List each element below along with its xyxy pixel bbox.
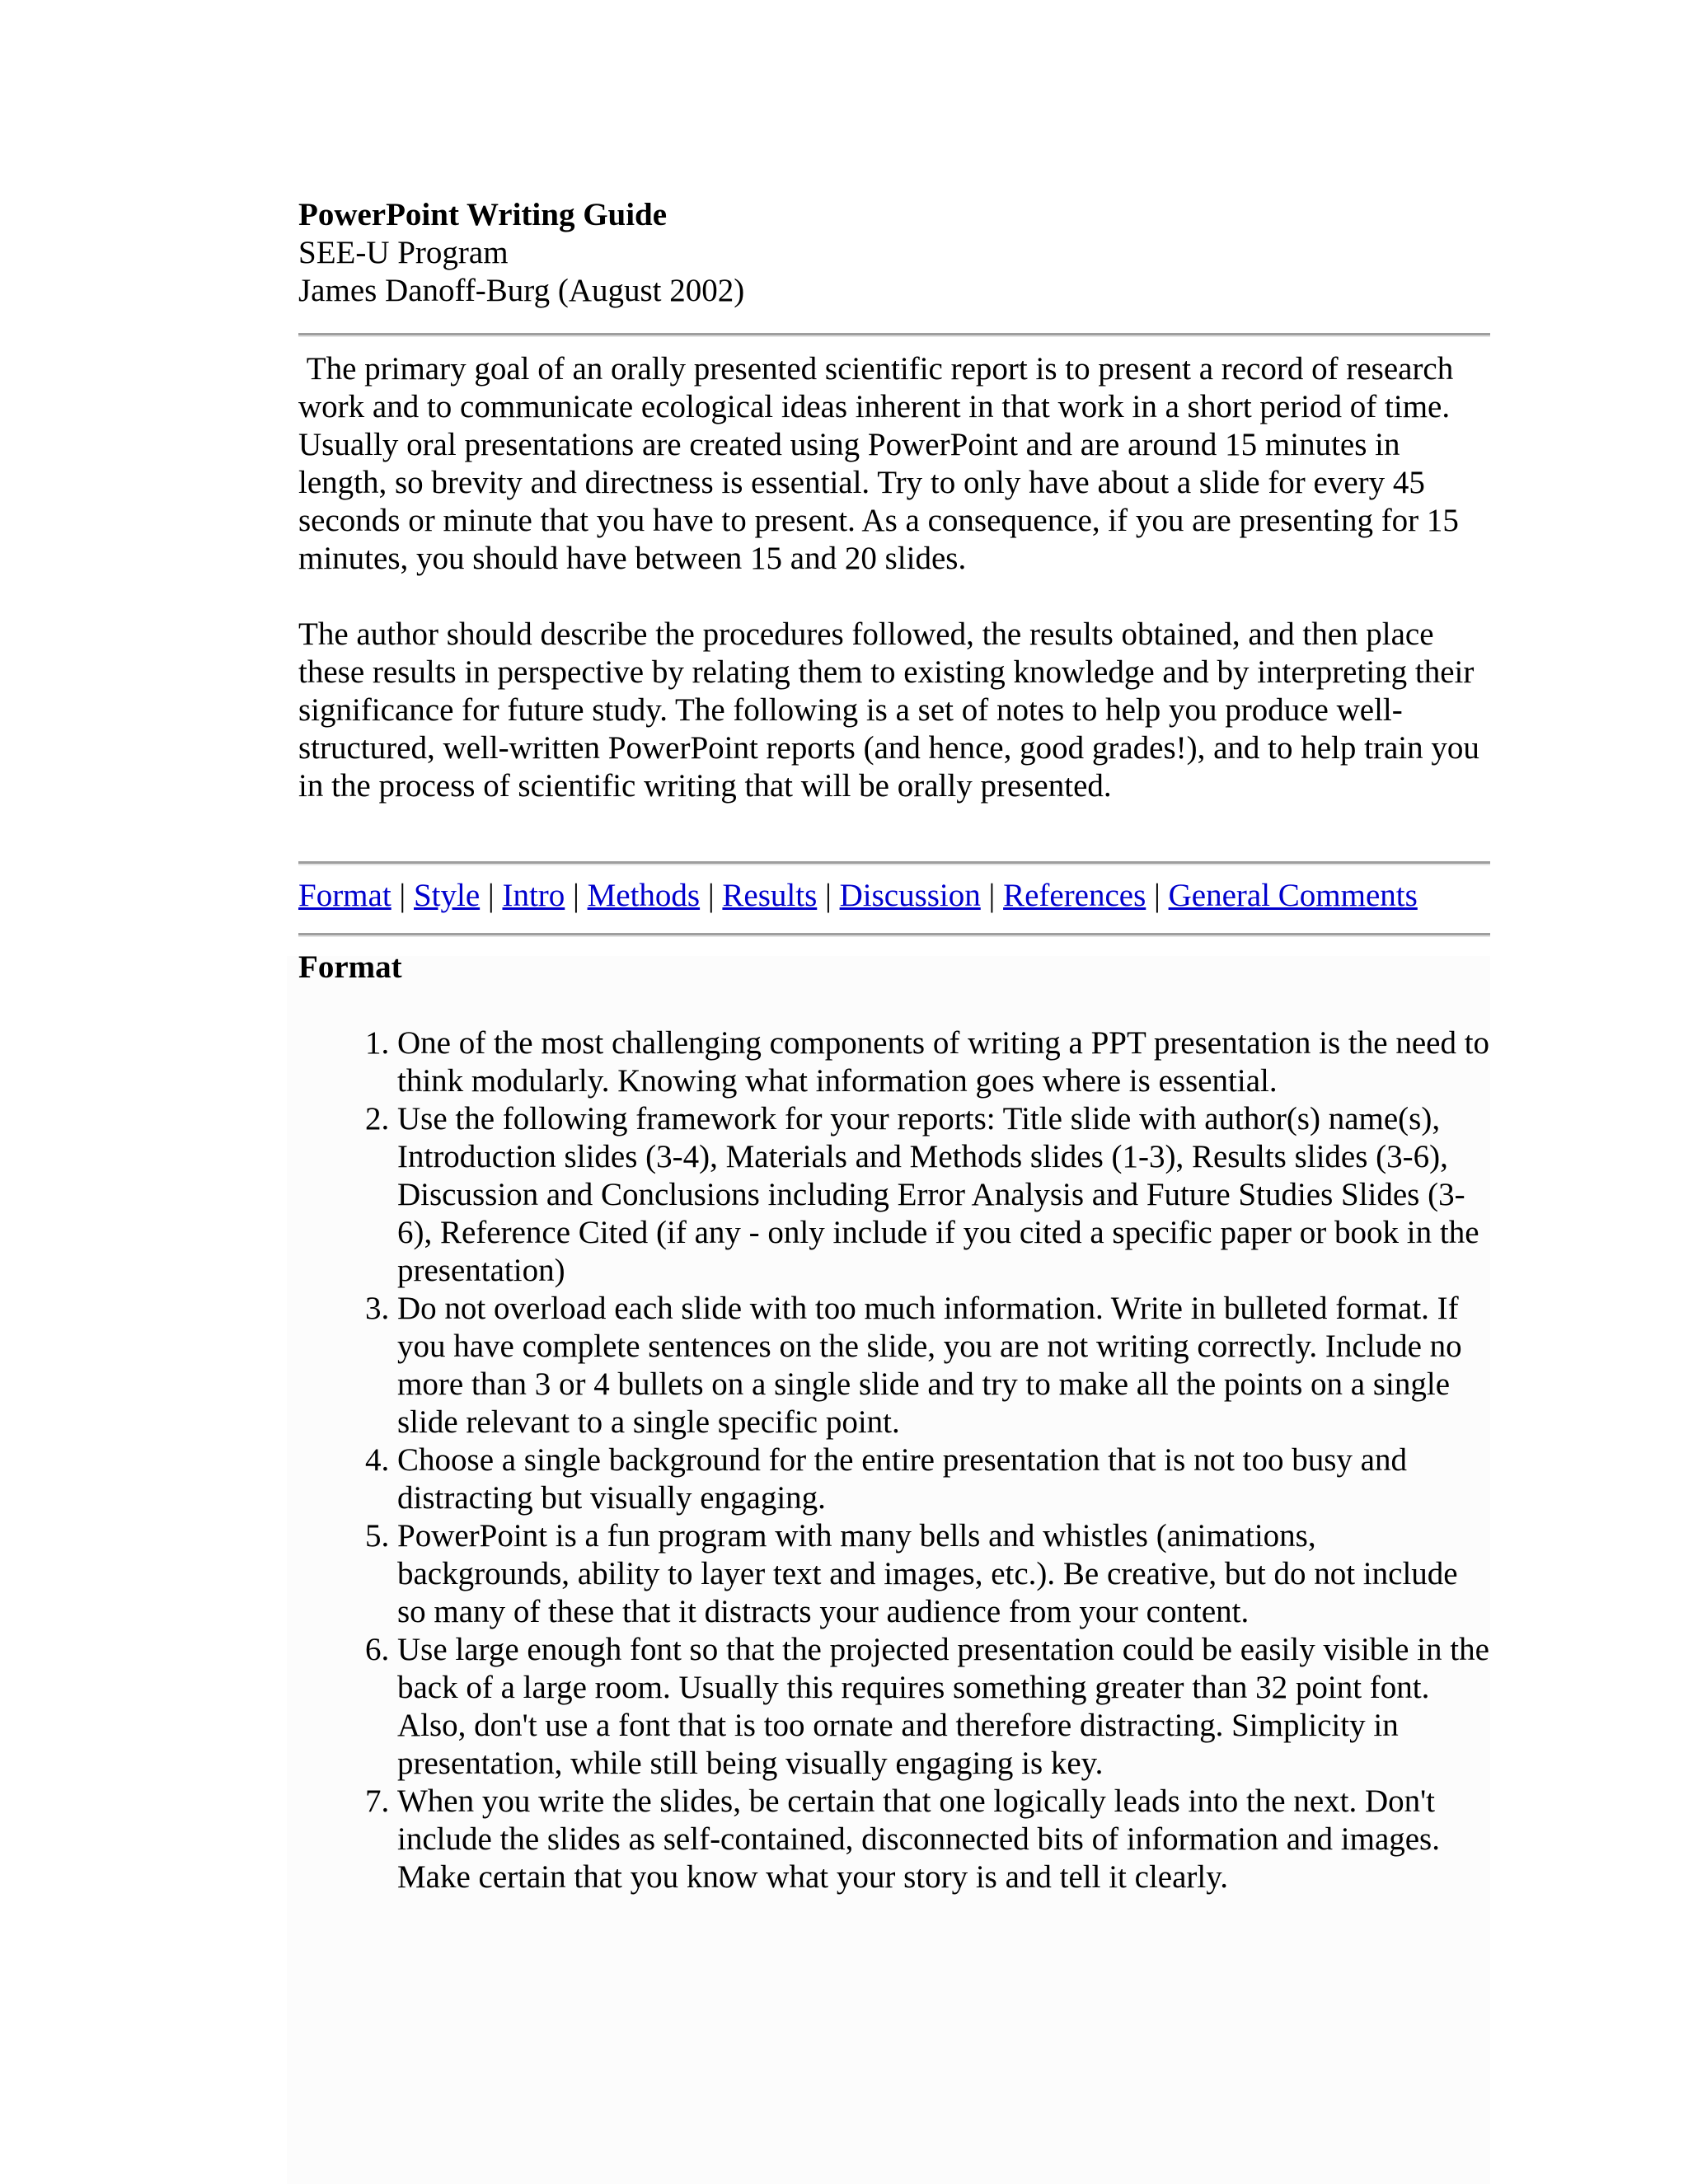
nav-link-references[interactable]: References (1003, 878, 1146, 913)
nav-separator: | (817, 878, 840, 913)
program-name: SEE-U Program (298, 235, 509, 270)
nav-link-style[interactable]: Style (413, 878, 481, 913)
nav-separator: | (391, 878, 414, 913)
nav-link-intro[interactable]: Intro (502, 878, 565, 913)
document-title: PowerPoint Writing Guide (298, 197, 668, 232)
nav-link-methods[interactable]: Methods (587, 878, 701, 913)
list-item: 7. When you write the slides, be certain that one logically leads into the next. Don't include the slides as self-contained, disconnected bits of information and images. Make certain that you know what your story is and tell it clearly. (397, 1783, 1490, 1896)
nav-link-format[interactable]: Format (298, 878, 392, 913)
nav-separator: | (980, 878, 1004, 913)
list-item: 6. Use large enough font so that the projected presentation could be easily visible in the back of a large room. Usually this requires something greater than 32 point font. Also, don't use a font that is too ornate and therefore distracting. Simplicity in presentation, while still being visually engaging is key. (397, 1631, 1490, 1783)
nav-link-general-comments[interactable]: General Comments (1168, 878, 1418, 913)
nav-link-results[interactable]: Results (722, 878, 818, 913)
horizontal-rule (298, 861, 1490, 865)
intro-paragraph-1: The primary goal of an orally presented scientific report is to present a record of research work and to communicate ecological ideas inherent in that work in a short period of time. Usually oral presentations are created using PowerPoint and are around 15 minutes in length, so brevity and directness is essential. Try to only have about a slide for every 45 seconds or minute that you have to present. As a consequence, if you are presenting for 15 minutes, you should have between 15 and 20 slides. (298, 351, 1467, 576)
list-item: 5. PowerPoint is a fun program with many bells and whistles (animations, backgrounds, ability to layer text and images, etc.). Be creative, but do not include so many of these that it distracts your audience from your content. (397, 1517, 1490, 1631)
format-heading: Format (298, 949, 402, 985)
nav-separator: | (480, 878, 503, 913)
nav-link-discussion[interactable]: Discussion (839, 878, 981, 913)
nav-separator: | (700, 878, 723, 913)
intro-paragraph-2: The author should describe the procedures followed, the results obtained, and then place these results in perspective by relating them to existing knowledge and by interpreting their significance for future study. The following is a set of notes to help you produce well-structured, well-written PowerPoint reports (and hence, good grades!), and to help train you in the process of scientific writing that will be orally presented. (298, 616, 1479, 804)
section-nav (298, 877, 1490, 915)
horizontal-rule (298, 333, 1490, 337)
format-list (298, 1024, 1490, 1896)
author-line: James Danoff-Burg (August 2002) (298, 273, 745, 308)
list-item: 2. Use the following framework for your reports: Title slide with author(s) name(s), Introduction slides (3-4), Materials and Methods slides (1-3), Results slides (3-6), Discussion and Conclusions including Error Analysis and Future Studies Slides (3-6), Reference Cited (if any - only include if you cited a specific paper or book in the presentation) (397, 1100, 1490, 1290)
list-item: 4. Choose a single background for the entire presentation that is not too busy and distracting but visually engaging. (397, 1441, 1490, 1517)
document-body (298, 196, 1490, 1896)
nav-separator: | (565, 878, 588, 913)
list-item: 3. Do not overload each slide with too much information. Write in bulleted format. If you have complete sentences on the slide, you are not writing correctly. Include no more than 3 or 4 bullets on a single slide and try to make all the points on a single slide relevant to a single specific point. (397, 1290, 1490, 1441)
list-item: 1. One of the most challenging components of writing a PPT presentation is the need to think modularly. Knowing what information goes where is essential. (397, 1024, 1490, 1100)
horizontal-rule (298, 933, 1490, 937)
nav-separator: | (1146, 878, 1169, 913)
